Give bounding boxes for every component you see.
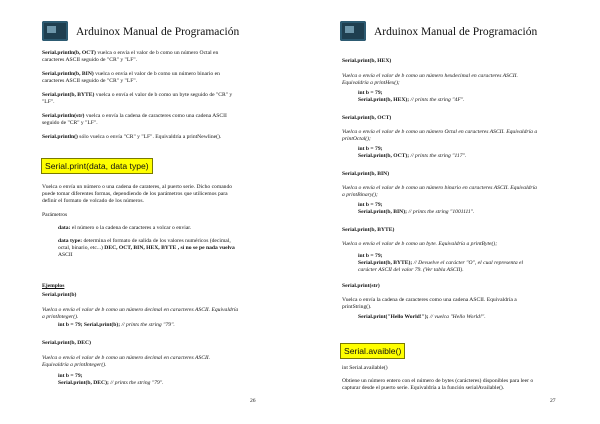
- arduino-logo-icon: [42, 21, 68, 41]
- example-description: Vuelca o envía el valor de b como un número decimal en caracteres ASCII.: [42, 355, 211, 361]
- code-line: int b = 79;: [358, 202, 383, 208]
- example-title: Serial.print(b): [42, 292, 77, 298]
- examples-label: Ejemplos: [42, 283, 65, 289]
- description-line: printOctal();: [342, 136, 371, 142]
- parameters-label: Parámetros: [42, 212, 68, 218]
- section-title: Serial.print(b, OCT): [342, 115, 392, 121]
- description-line: puede tomar diferentes formas, dependiendo de los parámetros que utilicemos para: [42, 191, 228, 197]
- intro-line: seguido de "CR" y "LF".: [42, 120, 98, 126]
- page-number: 27: [550, 398, 556, 404]
- intro-line: Serial.println(b, BIN) vuelca o envía el valor de b como un número binario en: [42, 71, 220, 77]
- code-line: Serial.print(b, BYTE); // Devuelve el carácter "O", el cual representa el: [358, 260, 524, 266]
- intro-line: "LF".: [42, 99, 55, 105]
- section-title: Serial.print(str): [342, 283, 380, 289]
- right-page: [300, 0, 600, 424]
- signature-line: int Serial.available(): [342, 365, 388, 371]
- code-line: Serial.print(b, HEX); // prints the string "4F".: [358, 97, 465, 103]
- param-data-type-cont: octal, binario, etc...) DEC, OCT, BIN, HEX, BYTE , si no se pe nada vuelva: [58, 245, 235, 251]
- example-title: Serial.print(b, DEC): [42, 340, 91, 346]
- description-line: Vuelca o envía el valor de b como un byte. Equivaldría a printByte();: [342, 241, 498, 247]
- intro-line: Serial.println(b, OCT) vuelca o envía el valor de b como un número Octal en: [42, 50, 219, 56]
- intro-line: Serial.println(str) vuelca o envía la cadena de caracteres como una cadena ASCII: [42, 113, 227, 119]
- page-header: Arduinox Manual de Programación: [76, 26, 240, 38]
- intro-line: Serial.println() sólo vuelca o envía "CR" y "LF". Equivaldría a printNewline().: [42, 134, 222, 140]
- description-line: Obtiene un número entero con el número de bytes (carácteres) disponibles para leer o: [342, 378, 534, 384]
- code-line: Serial.print(b, OCT); // prints the string "117".: [358, 153, 467, 159]
- description-line: printString().: [342, 304, 372, 310]
- description-line: Vuelca o envía el valor de b como un número binario en caracteres ASCII. Equivaldría: [342, 185, 537, 191]
- description-line: definir el formato de volcado de los números.: [42, 198, 144, 204]
- param-data: data: el número o la cadena de caracteres a volcar o enviar.: [58, 225, 192, 231]
- section-title-highlight: Serial.print(data, data type): [41, 158, 153, 174]
- description-line: a printBinary();: [342, 192, 378, 198]
- code-line: int b = 79;: [358, 253, 383, 259]
- page-header: Arduinox Manual de Programación: [374, 26, 538, 38]
- section-title: Serial.print(b, BIN): [342, 171, 390, 177]
- page-number: 26: [250, 398, 256, 404]
- section-title-highlight: Serial.avaible(): [340, 343, 405, 359]
- example-description: Equivaldría a printInteger().: [42, 362, 107, 368]
- description-line: capturar desde el puerto serie. Equivaldría a la función serialAvailable().: [342, 385, 505, 391]
- description-line: Vuelca o envía un número o una cadena de carateres, al puerto serie. Dicho comando: [42, 184, 233, 190]
- example-description: a printInteger().: [42, 314, 79, 320]
- example-code: Serial.print(b, DEC); // prints the string "79".: [58, 380, 164, 386]
- example-description: Vuelca o envía el valor de b como un número decimal en caracteres ASCII. Equivaldría: [42, 307, 239, 313]
- intro-line: caracteres ASCII seguido de "CR" y "LF".: [42, 78, 138, 84]
- intro-line: Serial.print(b, BYTE) vuelca o envía el valor de b como un byte seguido de "CR" y: [42, 92, 233, 98]
- code-line: int b = 79;: [358, 146, 383, 152]
- description-line: Vuelca o envía el valor de b como un número Octal en caracteres ASCII. Equivaldría a: [342, 129, 538, 135]
- description-line: Vuelca o envía la cadena de caracteres como una cadena ASCII. Equivaldría a: [342, 297, 517, 303]
- intro-line: caracteres ASCII seguido de "CR" y "LF".: [42, 57, 138, 63]
- description-line: Equivaldría a printHex();: [342, 80, 400, 86]
- code-line: carácter ASCII del valor 79. (Ver tabla ASCII).: [358, 267, 464, 273]
- param-data-type-cont: ASCII: [58, 252, 73, 258]
- arduino-logo-icon: [340, 21, 366, 41]
- description-line: Vuelca o envía el valor de b como un número hexdecimal en caracteres ASCII.: [342, 73, 518, 79]
- section-title: Serial.print(b, HEX): [342, 58, 392, 64]
- code-line: Serial.print("Hello World!"); // vuelca "Hello World!".: [358, 314, 486, 320]
- section-title: Serial.print(b, BYTE): [342, 227, 395, 233]
- param-data-type: data type: determina el formato de salida de los valores numéricos (decimal,: [58, 238, 231, 244]
- example-code: int b = 79; Serial.print(b); // prints the string "79".: [58, 322, 175, 328]
- code-line: Serial.print(b, BIN); // prints the string "1001111".: [358, 209, 475, 215]
- code-line: int b = 79;: [358, 90, 383, 96]
- example-code: int b = 79;: [58, 373, 83, 379]
